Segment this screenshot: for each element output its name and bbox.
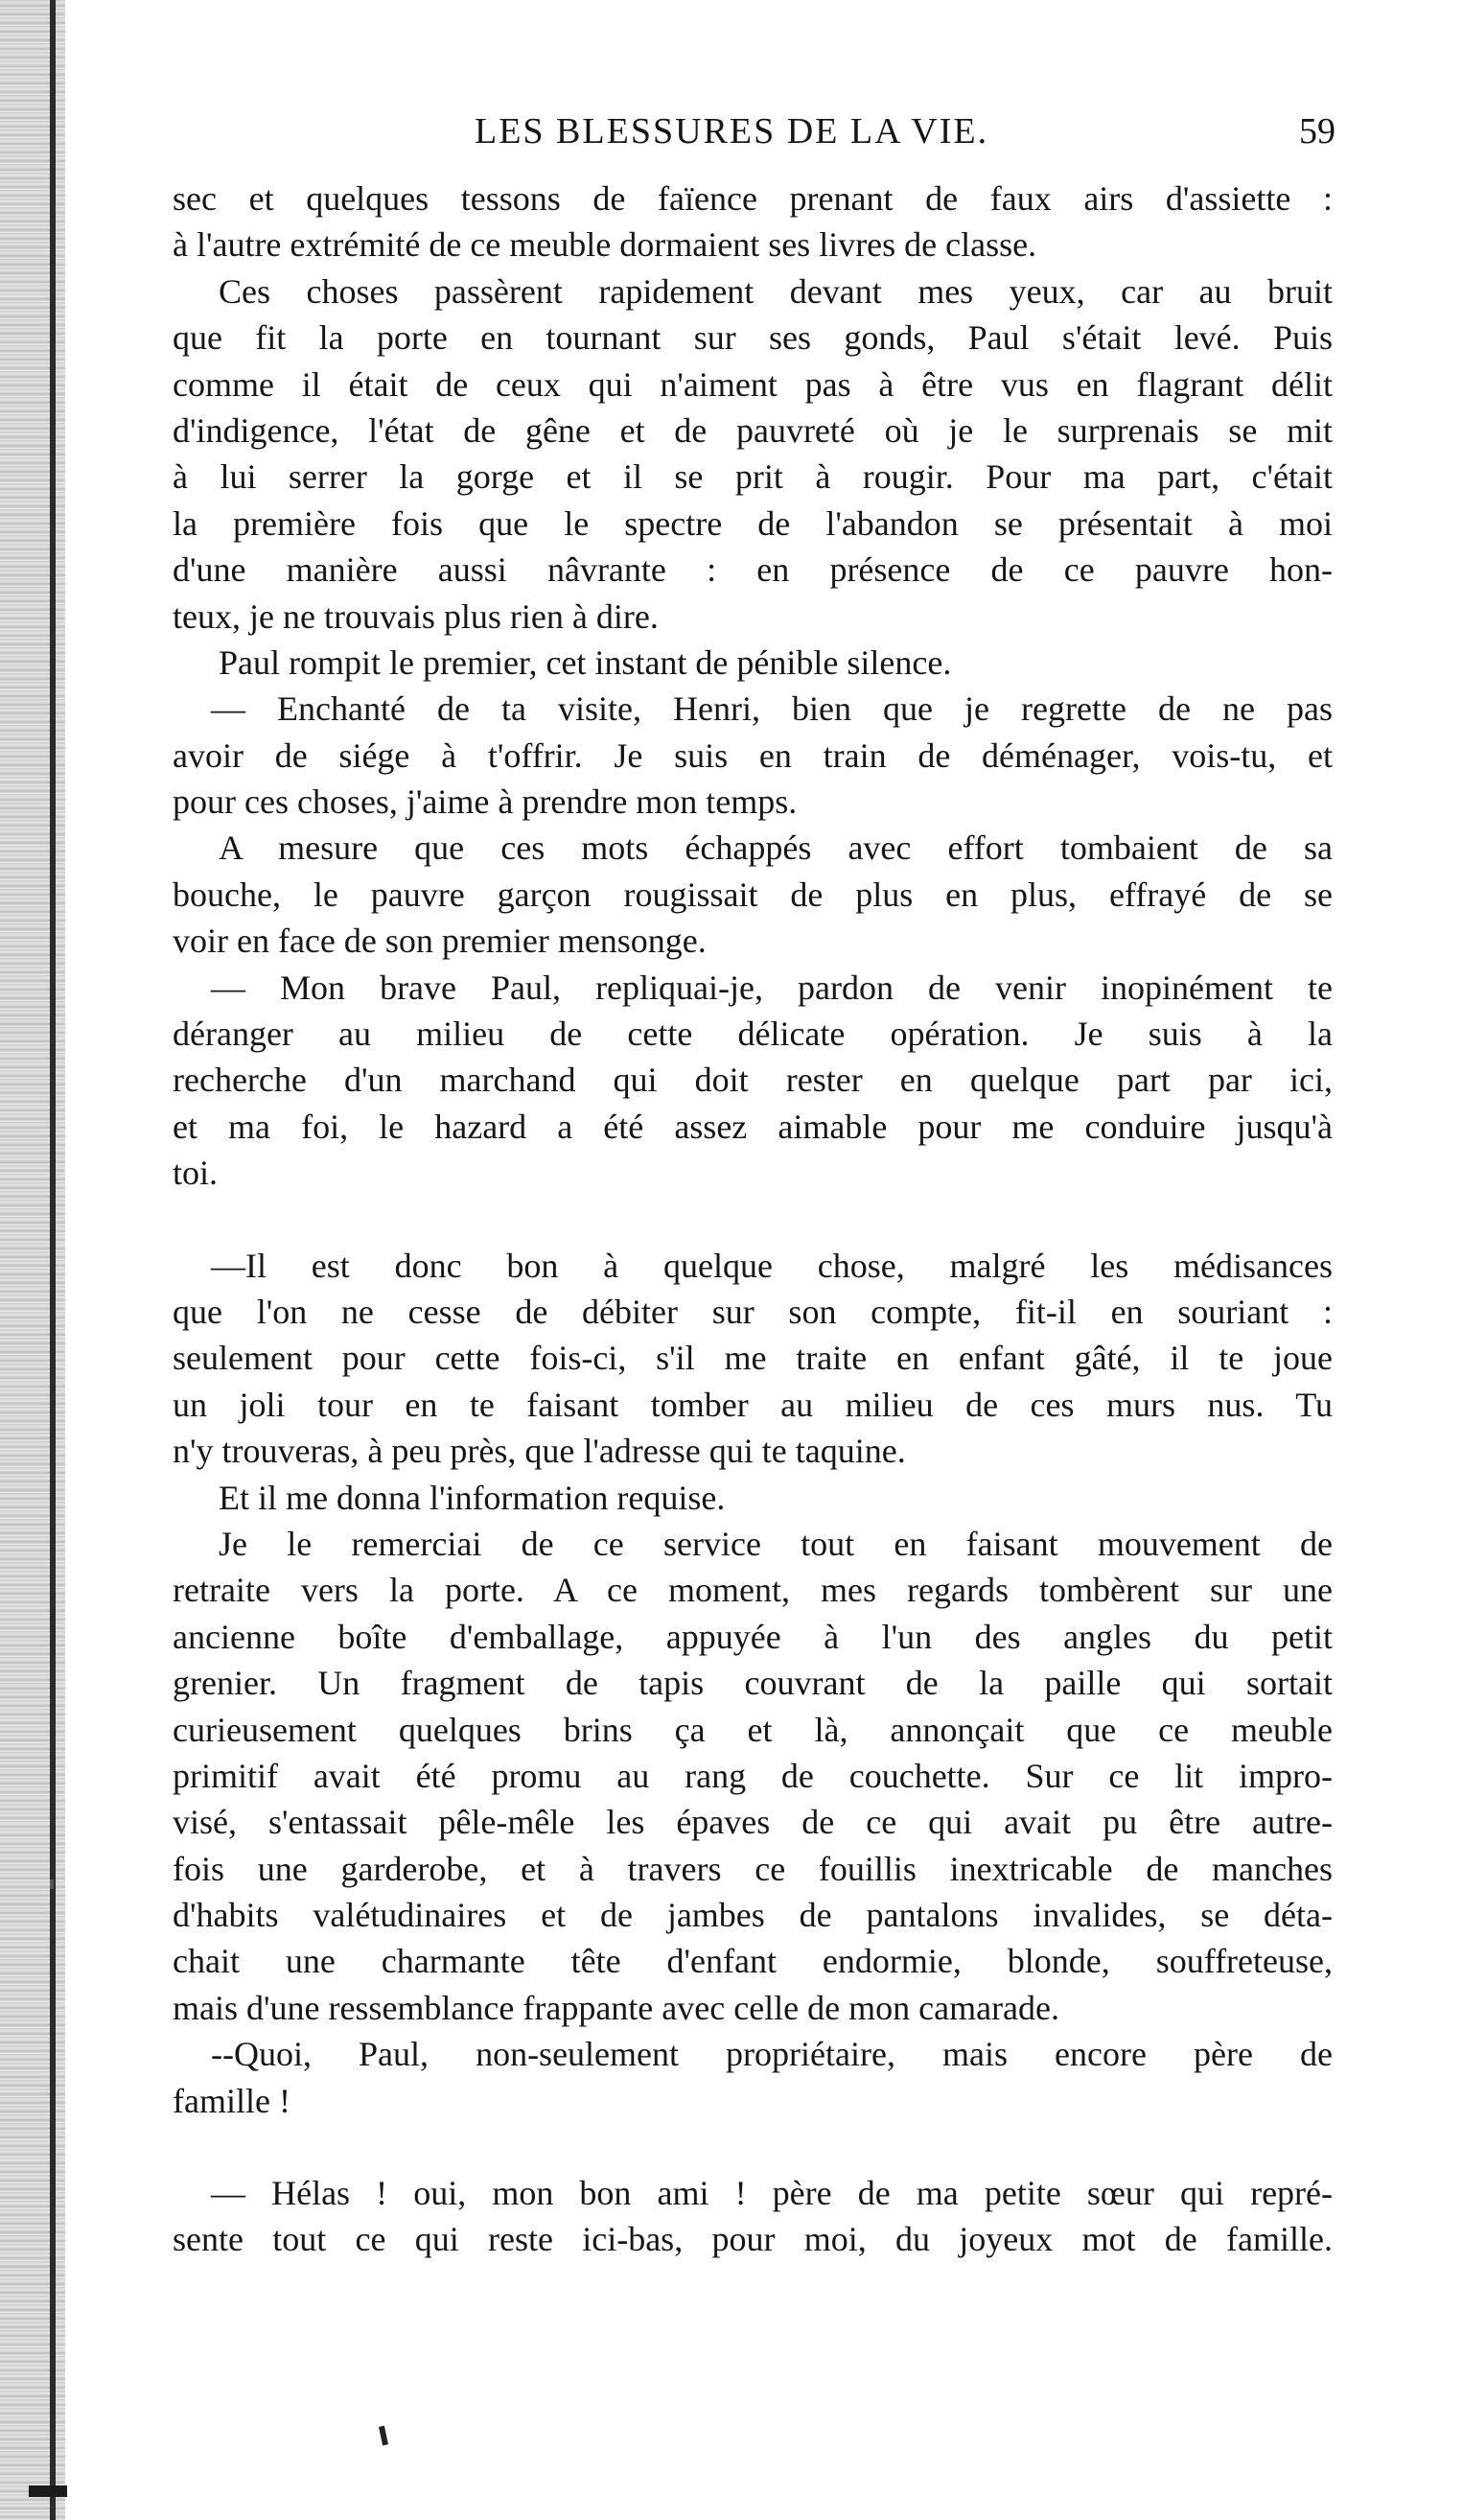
text-line: teux, je ne trouvais plus rien à dire. (173, 596, 659, 636)
binding-shadow-line (50, 0, 56, 2520)
text-line: voir en face de son premier mensonge. (173, 922, 707, 961)
text-line: fois une garderobe, et à travers ce fouillis inextricable de manches (173, 1849, 1333, 1888)
running-head-title: LES BLESSURES DE LA VIE. (475, 111, 989, 152)
text-line: seulement pour cette fois-ci, s'il me traite en enfant gâté, il te joue (173, 1339, 1333, 1378)
text-line: pour ces choses, j'aime à prendre mon temps. (173, 782, 798, 822)
text-line: chait une charmante tête d'enfant endormie, blonde, souffreteuse, (173, 1942, 1333, 1981)
text-line: que fit la porte en tournant sur ses gonds, Paul s'était levé. Puis (173, 318, 1333, 358)
text-line: toi. (173, 1154, 219, 1193)
text-line: Je le remerciai de ce service tout en faisant mouvement de (219, 1524, 1333, 1563)
text-line: à l'autre extrémité de ce meuble dormaient ses livres de classe. (173, 225, 1037, 265)
text-line: d'indigence, l'état de gêne et de pauvreté où je le surprenais se mit (173, 410, 1333, 450)
page-body-text (173, 175, 1333, 2263)
page-number: 59 (1299, 111, 1335, 152)
text-line: primitif avait été promu au rang de couchette. Sur ce lit impro- (173, 1756, 1333, 1795)
text-line: à lui serrer la gorge et il se prit à rougir. Pour ma part, c'était (173, 457, 1333, 497)
text-line: curieusement quelques brins ça et là, annonçait que ce meuble (173, 1710, 1333, 1749)
text-line: Paul rompit le premier, cet instant de pénible silence. (219, 642, 952, 682)
text-line: recherche d'un marchand qui doit rester en quelque part par ici, (173, 1061, 1333, 1100)
text-line: bouche, le pauvre garçon rougissait de plus en plus, effrayé de se (173, 875, 1333, 914)
text-line: comme il était de ceux qui n'aiment pas à être vus en flagrant délit (173, 364, 1333, 404)
text-line: famille ! (173, 2081, 290, 2120)
text-line: --Quoi, Paul, non-seulement propriétaire, mais encore père de (211, 2035, 1333, 2074)
text-line: visé, s'entassait pêle-mêle les épaves de ce qui avait pu être autre- (173, 1803, 1333, 1842)
text-line: —Il est donc bon à quelque chose, malgré les médisances (211, 1246, 1333, 1285)
text-line: que l'on ne cesse de débiter sur son compte, fit-il en souriant : (173, 1292, 1333, 1331)
text-line: retraite vers la porte. A ce moment, mes regards tombèrent sur une (173, 1571, 1333, 1610)
text-line: un joli tour en te faisant tomber au milieu de ces murs nus. Tu (173, 1385, 1333, 1424)
paragraph-gap (173, 1197, 1333, 1243)
text-line: Ces choses passèrent rapidement devant mes yeux, car au bruit (219, 271, 1333, 311)
text-line: — Hélas ! oui, mon bon ami ! père de ma petite sœur qui repré- (211, 2174, 1333, 2213)
margin-ink-speck (50, 1879, 54, 1889)
text-line: d'habits valétudinaires et de jambes de pantalons invalides, se déta- (173, 1896, 1333, 1935)
text-line: A mesure que ces mots échappés avec effort tombaient de sa (219, 828, 1333, 868)
text-line: — Mon brave Paul, repliquai-je, pardon de venir inopinément te (211, 968, 1333, 1007)
text-line: n'y trouveras, à peu près, que l'adresse qui te taquine. (173, 1432, 906, 1471)
text-line: avoir de siége à t'offrir. Je suis en train de déménager, vois-tu, et (173, 735, 1333, 775)
text-line: déranger au milieu de cette délicate opération. Je suis à la (173, 1015, 1333, 1054)
text-line: ancienne boîte d'emballage, appuyée à l'un des angles du petit (173, 1617, 1333, 1656)
text-line: et ma foi, le hazard a été assez aimable pour me conduire jusqu'à (173, 1107, 1333, 1146)
text-line: sec et quelques tessons de faïence prenant de faux airs d'assiette : (173, 179, 1333, 218)
binding-foot-mark (29, 2485, 67, 2497)
text-line: sente tout ce qui reste ici-bas, pour moi, du joyeux mot de famille. (173, 2220, 1333, 2259)
ink-blot-mark (379, 2426, 388, 2446)
text-line: la première fois que le spectre de l'abandon se présentait à moi (173, 503, 1333, 543)
text-line: — Enchanté de ta visite, Henri, bien que je regrette de ne pas (211, 689, 1333, 729)
paragraph-gap (173, 2124, 1333, 2170)
text-line: grenier. Un fragment de tapis couvrant de la paille qui sortait (173, 1664, 1333, 1703)
text-line: Et il me donna l'information requise. (219, 1478, 726, 1517)
text-line: d'une manière aussi nâvrante : en présence de ce pauvre hon- (173, 550, 1333, 590)
text-line: mais d'une ressemblance frappante avec celle de mon camarade. (173, 1988, 1060, 2027)
